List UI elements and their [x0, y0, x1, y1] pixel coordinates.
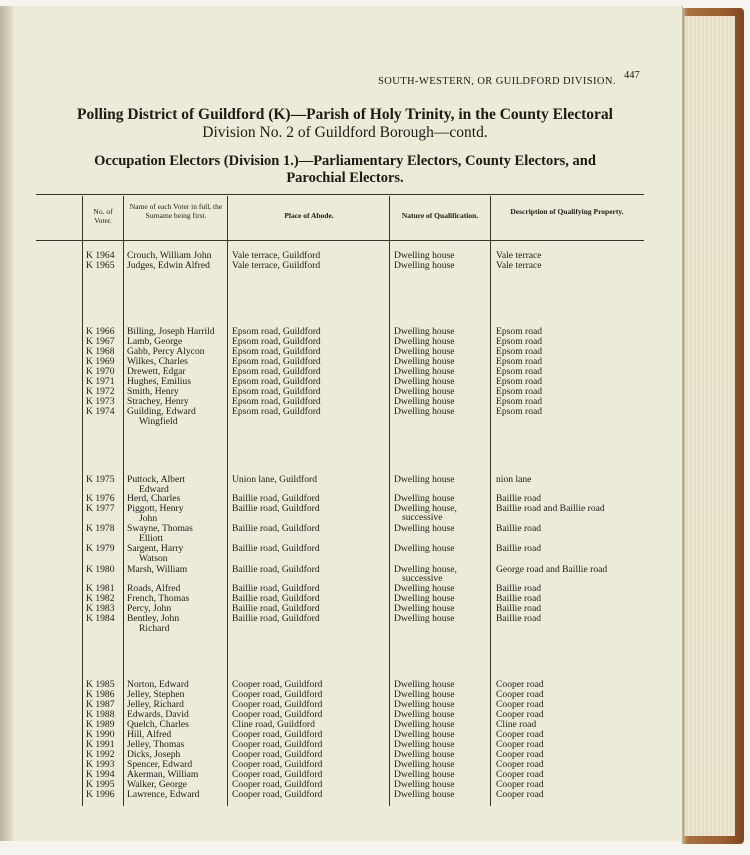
- place-of-abode: Cline road, Guildford: [232, 719, 315, 730]
- column-rule-1: [82, 196, 83, 806]
- voter-number: K 1987: [86, 699, 115, 710]
- voter-number: K 1967: [86, 336, 115, 347]
- voter-number: K 1977: [86, 503, 115, 514]
- voter-name: Lamb, George: [127, 336, 183, 347]
- district-title: Polling District of Guildford (K)—Parish of Holy Trinity, in the County Electoral: [77, 106, 613, 123]
- qualifying-property: Cooper road: [496, 679, 544, 690]
- running-title: SOUTH-WESTERN, OR GUILDFORD DIVISION.: [378, 76, 616, 87]
- nature-of-qualification: Dwelling house,: [394, 503, 457, 514]
- voter-number: K 1979: [86, 543, 115, 554]
- voter-name: Jelley, Thomas: [127, 739, 185, 750]
- section-title: Occupation Electors (Division 1.)—Parliamentary Electors, County Electors, and: [94, 153, 596, 169]
- place-of-abode: Cooper road, Guildford: [232, 769, 323, 780]
- nature-of-qualification: Dwelling house: [394, 396, 455, 407]
- nature-of-qualification: Dwelling house: [394, 250, 455, 261]
- page-gutter: [0, 6, 14, 841]
- voter-number: K 1996: [86, 789, 115, 800]
- voter-number: K 1989: [86, 719, 115, 730]
- place-of-abode: Cooper road, Guildford: [232, 749, 323, 760]
- nature-of-qualification: Dwelling house: [394, 779, 455, 790]
- place-of-abode: Baillie road, Guildford: [232, 523, 320, 534]
- qualifying-property: Cooper road: [496, 769, 544, 780]
- table-top-rule: [36, 194, 644, 195]
- voter-number: K 1995: [86, 779, 115, 790]
- nature-of-qualification: Dwelling house: [394, 729, 455, 740]
- place-of-abode: Cooper road, Guildford: [232, 759, 323, 770]
- header-description-of-property: Description of Qualifying Property.: [510, 207, 624, 216]
- place-of-abode: Cooper road, Guildford: [232, 779, 323, 790]
- qualifying-property: Baillie road: [496, 543, 542, 554]
- voter-name: Dicks, Joseph: [127, 749, 181, 760]
- place-of-abode: Baillie road, Guildford: [232, 564, 320, 575]
- voter-name: Strachey, Henry: [127, 396, 189, 407]
- header-voter-no: No. of Voter.: [93, 207, 113, 225]
- place-of-abode: Baillie road, Guildford: [232, 503, 320, 514]
- nature-of-qualification: Dwelling house: [394, 406, 455, 417]
- voter-name-continued: Edward: [139, 484, 169, 495]
- voter-name: Wilkes, Charles: [127, 356, 188, 367]
- place-of-abode: Epsom road, Guildford: [232, 396, 321, 407]
- table-header-rule: [36, 240, 644, 241]
- voter-name-continued: Richard: [139, 623, 170, 634]
- nature-of-qualification: Dwelling house: [394, 260, 455, 271]
- nature-of-qualification: Dwelling house: [394, 769, 455, 780]
- place-of-abode: Cooper road, Guildford: [232, 679, 323, 690]
- voter-name: Bentley, John: [127, 613, 180, 624]
- qualifying-property: Epsom road: [496, 376, 543, 387]
- nature-of-qualification: Dwelling house: [394, 583, 455, 594]
- nature-of-qualification: Dwelling house: [394, 613, 455, 624]
- nature-of-qualification: Dwelling house: [394, 789, 455, 800]
- voter-name: Billing, Joseph Harrild: [127, 326, 215, 337]
- voter-name: Roads, Alfred: [127, 583, 181, 594]
- voter-number: K 1968: [86, 346, 115, 357]
- voter-number: K 1994: [86, 769, 115, 780]
- voter-number: K 1982: [86, 593, 115, 604]
- voter-name: Smith, Henry: [127, 386, 179, 397]
- voter-number: K 1975: [86, 474, 115, 485]
- voter-number: K 1976: [86, 493, 115, 504]
- qualifying-property: Cooper road: [496, 739, 544, 750]
- voter-name: French, Thomas: [127, 593, 190, 604]
- voter-number: K 1984: [86, 613, 115, 624]
- voter-name: Hughes, Emilius: [127, 376, 191, 387]
- voter-name: Swayne, Thomas: [127, 523, 193, 534]
- qualifying-property: Epsom road: [496, 406, 543, 417]
- qualifying-property: Epsom road: [496, 346, 543, 357]
- voter-number: K 1965: [86, 260, 115, 271]
- nature-of-qualification-continued: successive: [402, 573, 443, 584]
- place-of-abode: Epsom road, Guildford: [232, 376, 321, 387]
- nature-of-qualification: Dwelling house: [394, 336, 455, 347]
- voter-number: K 1966: [86, 326, 115, 337]
- place-of-abode: Baillie road, Guildford: [232, 543, 320, 554]
- nature-of-qualification: Dwelling house: [394, 709, 455, 720]
- place-of-abode: Cooper road, Guildford: [232, 739, 323, 750]
- qualifying-property: Baillie road: [496, 523, 542, 534]
- voter-name: Spencer, Edward: [127, 759, 193, 770]
- voter-name: Gabb, Percy Alycon: [127, 346, 205, 357]
- place-of-abode: Vale terrace, Guildford: [232, 260, 321, 271]
- place-of-abode: Cooper road, Guildford: [232, 729, 323, 740]
- qualifying-property: Cooper road: [496, 789, 544, 800]
- column-rule-5: [490, 196, 491, 806]
- place-of-abode: Epsom road, Guildford: [232, 326, 321, 337]
- header-nature-of-qualification: Nature of Qualification.: [401, 211, 479, 220]
- voter-name-continued: Elliott: [139, 533, 163, 544]
- voter-name-continued: John: [139, 513, 158, 524]
- place-of-abode: Vale terrace, Guildford: [232, 250, 321, 261]
- nature-of-qualification: Dwelling house: [394, 679, 455, 690]
- qualifying-property: Baillie road and Baillie road: [496, 503, 605, 514]
- nature-of-qualification: Dwelling house: [394, 689, 455, 700]
- qualifying-property: Epsom road: [496, 336, 543, 347]
- voter-name: Puttock, Albert: [127, 474, 186, 485]
- voter-name: Marsh, William: [127, 564, 188, 575]
- qualifying-property: Cooper road: [496, 699, 544, 710]
- voter-number: K 1973: [86, 396, 115, 407]
- place-of-abode: Baillie road, Guildford: [232, 593, 320, 604]
- nature-of-qualification: Dwelling house,: [394, 564, 457, 575]
- place-of-abode: Cooper road, Guildford: [232, 709, 323, 720]
- voter-number: K 1969: [86, 356, 115, 367]
- voter-number: K 1974: [86, 406, 115, 417]
- voter-name-continued: Watson: [139, 553, 168, 564]
- column-rule-2: [123, 196, 124, 806]
- voter-name: Jelley, Richard: [127, 699, 184, 710]
- voter-name: Edwards, David: [127, 709, 189, 720]
- nature-of-qualification: Dwelling house: [394, 474, 455, 485]
- voter-number: K 1990: [86, 729, 115, 740]
- voter-name: Guilding, Edward: [127, 406, 196, 417]
- qualifying-property: Cooper road: [496, 779, 544, 790]
- voter-name: Crouch, William John: [127, 250, 212, 261]
- place-of-abode: Epsom road, Guildford: [232, 336, 321, 347]
- voter-number: K 1980: [86, 564, 115, 575]
- voter-number: K 1991: [86, 739, 115, 750]
- voter-name: Judges, Edwin Alfred: [127, 260, 210, 271]
- voter-number: K 1992: [86, 749, 115, 760]
- qualifying-property: Cline road: [496, 719, 537, 730]
- page-number: 447: [624, 70, 640, 81]
- qualifying-property: Cooper road: [496, 709, 544, 720]
- page-edges: [684, 16, 735, 836]
- voter-name: Walker, George: [127, 779, 187, 790]
- qualifying-property: Vale terrace: [496, 250, 542, 261]
- voter-number: K 1981: [86, 583, 115, 594]
- place-of-abode: Epsom road, Guildford: [232, 386, 321, 397]
- voter-number: K 1993: [86, 759, 115, 770]
- place-of-abode: Baillie road, Guildford: [232, 613, 320, 624]
- place-of-abode: Epsom road, Guildford: [232, 356, 321, 367]
- qualifying-property: Baillie road: [496, 593, 542, 604]
- place-of-abode: Epsom road, Guildford: [232, 406, 321, 417]
- place-of-abode: Epsom road, Guildford: [232, 346, 321, 357]
- qualifying-property: Epsom road: [496, 366, 543, 377]
- voter-number: K 1972: [86, 386, 115, 397]
- voter-number: K 1988: [86, 709, 115, 720]
- place-of-abode: Cooper road, Guildford: [232, 789, 323, 800]
- qualifying-property: Cooper road: [496, 729, 544, 740]
- nature-of-qualification: Dwelling house: [394, 523, 455, 534]
- voter-name: Percy, John: [127, 603, 172, 614]
- place-of-abode: Cooper road, Guildford: [232, 699, 323, 710]
- nature-of-qualification: Dwelling house: [394, 759, 455, 770]
- nature-of-qualification: Dwelling house: [394, 376, 455, 387]
- place-of-abode: Union lane, Guildford: [232, 474, 317, 485]
- qualifying-property: Cooper road: [496, 759, 544, 770]
- nature-of-qualification: Dwelling house: [394, 719, 455, 730]
- voter-number: K 1970: [86, 366, 115, 377]
- place-of-abode: Epsom road, Guildford: [232, 366, 321, 377]
- nature-of-qualification: Dwelling house: [394, 493, 455, 504]
- qualifying-property: George road and Baillie road: [496, 564, 608, 575]
- place-of-abode: Baillie road, Guildford: [232, 583, 320, 594]
- qualifying-property: Baillie road: [496, 493, 542, 504]
- voter-name-continued: Wingfield: [139, 416, 178, 427]
- header-voter-name: Name of each Voter in full, the Surname being first.: [129, 202, 223, 220]
- voter-name: Sargent, Harry: [127, 543, 184, 554]
- nature-of-qualification-continued: successive: [402, 512, 443, 523]
- place-of-abode: Baillie road, Guildford: [232, 493, 320, 504]
- nature-of-qualification: Dwelling house: [394, 346, 455, 357]
- header-place-of-abode: Place of Abode.: [284, 211, 334, 220]
- place-of-abode: Baillie road, Guildford: [232, 603, 320, 614]
- voter-name: Norton, Edward: [127, 679, 189, 690]
- qualifying-property: Epsom road: [496, 356, 543, 367]
- qualifying-property: Epsom road: [496, 396, 543, 407]
- qualifying-property: Cooper road: [496, 689, 544, 700]
- nature-of-qualification: Dwelling house: [394, 603, 455, 614]
- voter-name: Jelley, Stephen: [127, 689, 185, 700]
- qualifying-property: nion lane: [496, 474, 532, 485]
- column-rule-4: [389, 196, 390, 806]
- voter-number: K 1964: [86, 250, 115, 261]
- voter-number: K 1986: [86, 689, 115, 700]
- voter-name: Quelch, Charles: [127, 719, 189, 730]
- voter-number: K 1985: [86, 679, 115, 690]
- qualifying-property: Epsom road: [496, 386, 543, 397]
- nature-of-qualification: Dwelling house: [394, 593, 455, 604]
- voter-name: Akerman, William: [127, 769, 199, 780]
- voter-number: K 1971: [86, 376, 115, 387]
- voter-name: Lawrence, Edward: [127, 789, 200, 800]
- qualifying-property: Cooper road: [496, 749, 544, 760]
- nature-of-qualification: Dwelling house: [394, 386, 455, 397]
- district-subtitle: Division No. 2 of Guildford Borough—contd.: [202, 124, 488, 141]
- nature-of-qualification: Dwelling house: [394, 699, 455, 710]
- voter-number: K 1978: [86, 523, 115, 534]
- nature-of-qualification: Dwelling house: [394, 749, 455, 760]
- voter-name: Hill, Alfred: [127, 729, 172, 740]
- qualifying-property: Baillie road: [496, 613, 542, 624]
- qualifying-property: Baillie road: [496, 603, 542, 614]
- nature-of-qualification: Dwelling house: [394, 366, 455, 377]
- qualifying-property: Vale terrace: [496, 260, 542, 271]
- nature-of-qualification: Dwelling house: [394, 739, 455, 750]
- qualifying-property: Baillie road: [496, 583, 542, 594]
- nature-of-qualification: Dwelling house: [394, 356, 455, 367]
- place-of-abode: Cooper road, Guildford: [232, 689, 323, 700]
- column-rule-3: [227, 196, 228, 806]
- qualifying-property: Epsom road: [496, 326, 543, 337]
- section-subtitle: Parochial Electors.: [286, 170, 404, 186]
- nature-of-qualification: Dwelling house: [394, 543, 455, 554]
- nature-of-qualification: Dwelling house: [394, 326, 455, 337]
- voter-name: Piggott, Henry: [127, 503, 184, 514]
- voter-name: Herd, Charles: [127, 493, 181, 504]
- voter-name: Drewett, Edgar: [127, 366, 186, 377]
- voter-number: K 1983: [86, 603, 115, 614]
